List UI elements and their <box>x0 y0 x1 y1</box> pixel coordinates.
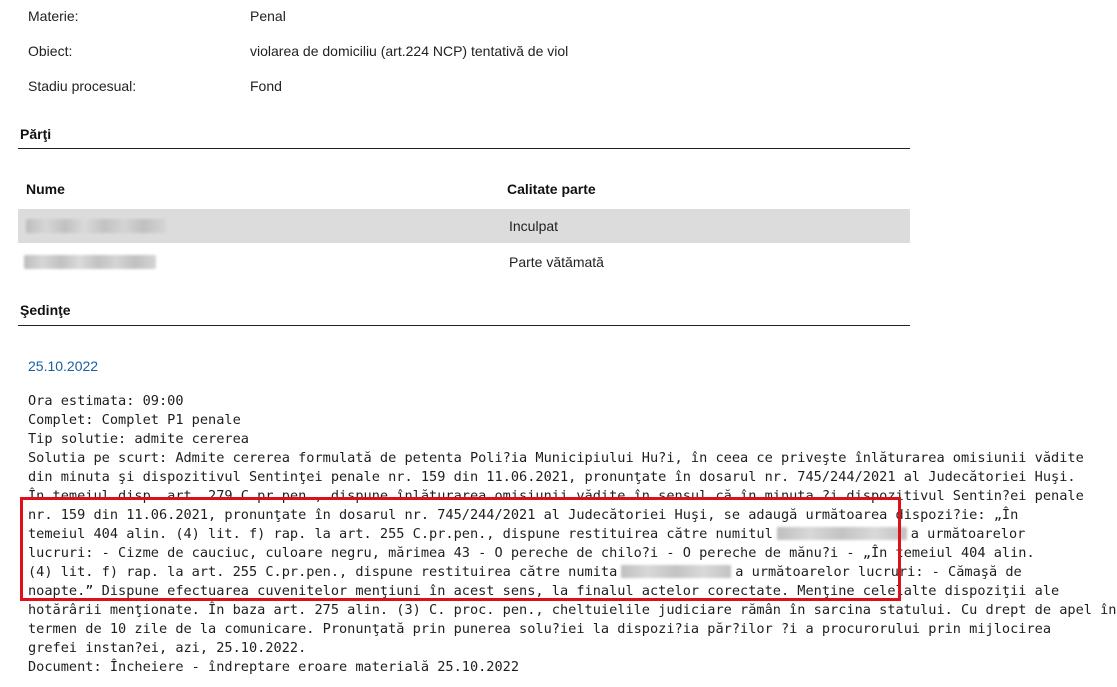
obiect-label: Obiect: <box>28 43 73 59</box>
complet: Complet: Complet P1 penale <box>28 412 241 428</box>
sedinta-date: 25.10.2022 <box>28 358 99 374</box>
redacted-name <box>24 255 156 269</box>
col-header-calitate: Calitate parte <box>507 181 596 197</box>
solutie-line: hotărârii menţionate. În baza art. 275 alin. (3) C. proc. pen., cheltuielile judiciare rămân în sarcina statului. Cu drept de apel în <box>28 602 1117 618</box>
document-line: Document: Încheiere - îndreptare eroare materială 25.10.2022 <box>28 659 520 675</box>
redacted-name <box>621 565 731 578</box>
ora-estimata: Ora estimata: 09:00 <box>28 393 184 409</box>
solutie-line: termen de 10 zile de la comunicare. Pronunţată prin punerea solu?iei la dispozi?ia păr?ilor ?i a procurorului prin mijlocirea <box>28 621 1052 637</box>
sedinte-section-title: Şedinţe <box>20 302 71 318</box>
solutie-text: (4) lit. f) rap. la art. 255 C.pr.pen., dispune restituirea către numita <box>28 564 618 580</box>
solutie-line: din minuta şi dispozitivul Sentinţei penale nr. 159 din 11.06.2021, pronunţate în dosarul nr. 745/244/2021 al Judecătoriei Huşi. <box>28 469 1076 485</box>
materie-value: Penal <box>250 8 286 24</box>
parti-divider <box>18 148 910 149</box>
solutie-text: a următoarelor <box>910 526 1026 542</box>
solutie-line: noapte.” Dispune efectuarea cuvenitelor menţiuni în acest sens, la finalul actelor corectate. Menţine celelalte dispoziţii ale <box>28 583 1060 599</box>
solutie-line <box>28 563 1022 582</box>
redacted-name <box>777 527 907 540</box>
sedinte-divider <box>18 325 910 326</box>
solutie-line: grefei instan?ei, azi, 25.10.2022. <box>28 640 307 656</box>
parti-section-title: Părţi <box>20 126 52 142</box>
stadiu-value: Fond <box>250 78 282 94</box>
solutie-line: nr. 159 din 11.06.2021, pronunţate în dosarul nr. 745/244/2021 al Judecătoriei Huşi, se adaugă următoarea dispozi?ie: „În <box>28 507 1019 523</box>
solutie-line: În temeiul disp. art. 279 C.pr.pen., dispune înlăturarea omisiunii vădite în sensul că în minuta ?i dispozitivul Sentin?ei penale <box>28 488 1084 504</box>
solutie-line <box>28 525 1025 544</box>
solutie-text: temeiul 404 alin. (4) lit. f) rap. la art. 255 C.pr.pen., dispune restituirea către numitul <box>28 526 773 542</box>
calitate-cell: Inculpat <box>509 218 559 234</box>
materie-label: Materie: <box>28 8 79 24</box>
redacted-name <box>26 219 166 233</box>
table-row <box>18 245 910 279</box>
stadiu-label: Stadiu procesual: <box>28 78 137 94</box>
col-header-nume: Nume <box>26 181 65 197</box>
calitate-cell: Parte vătămată <box>509 254 604 270</box>
solutie-text: a următoarelor lucruri: - Cămaşă de <box>735 564 1022 580</box>
solutie-line: Solutia pe scurt: Admite cererea formulată de petenta Poli?ia Municipiului Hu?i, în ceea ce priveşte înlăturarea omisiunii vădite <box>28 450 1084 466</box>
solutie-line: lucruri: - Cizme de cauciuc, culoare negru, mărimea 43 - O pereche de chilo?i - O pereche de mănu?i - „În temeiul 404 alin. <box>28 545 1035 561</box>
obiect-value: violarea de domiciliu (art.224 NCP) tentativă de viol <box>250 43 569 59</box>
tip-solutie: Tip solutie: admite cererea <box>28 431 249 447</box>
table-row <box>18 209 910 243</box>
